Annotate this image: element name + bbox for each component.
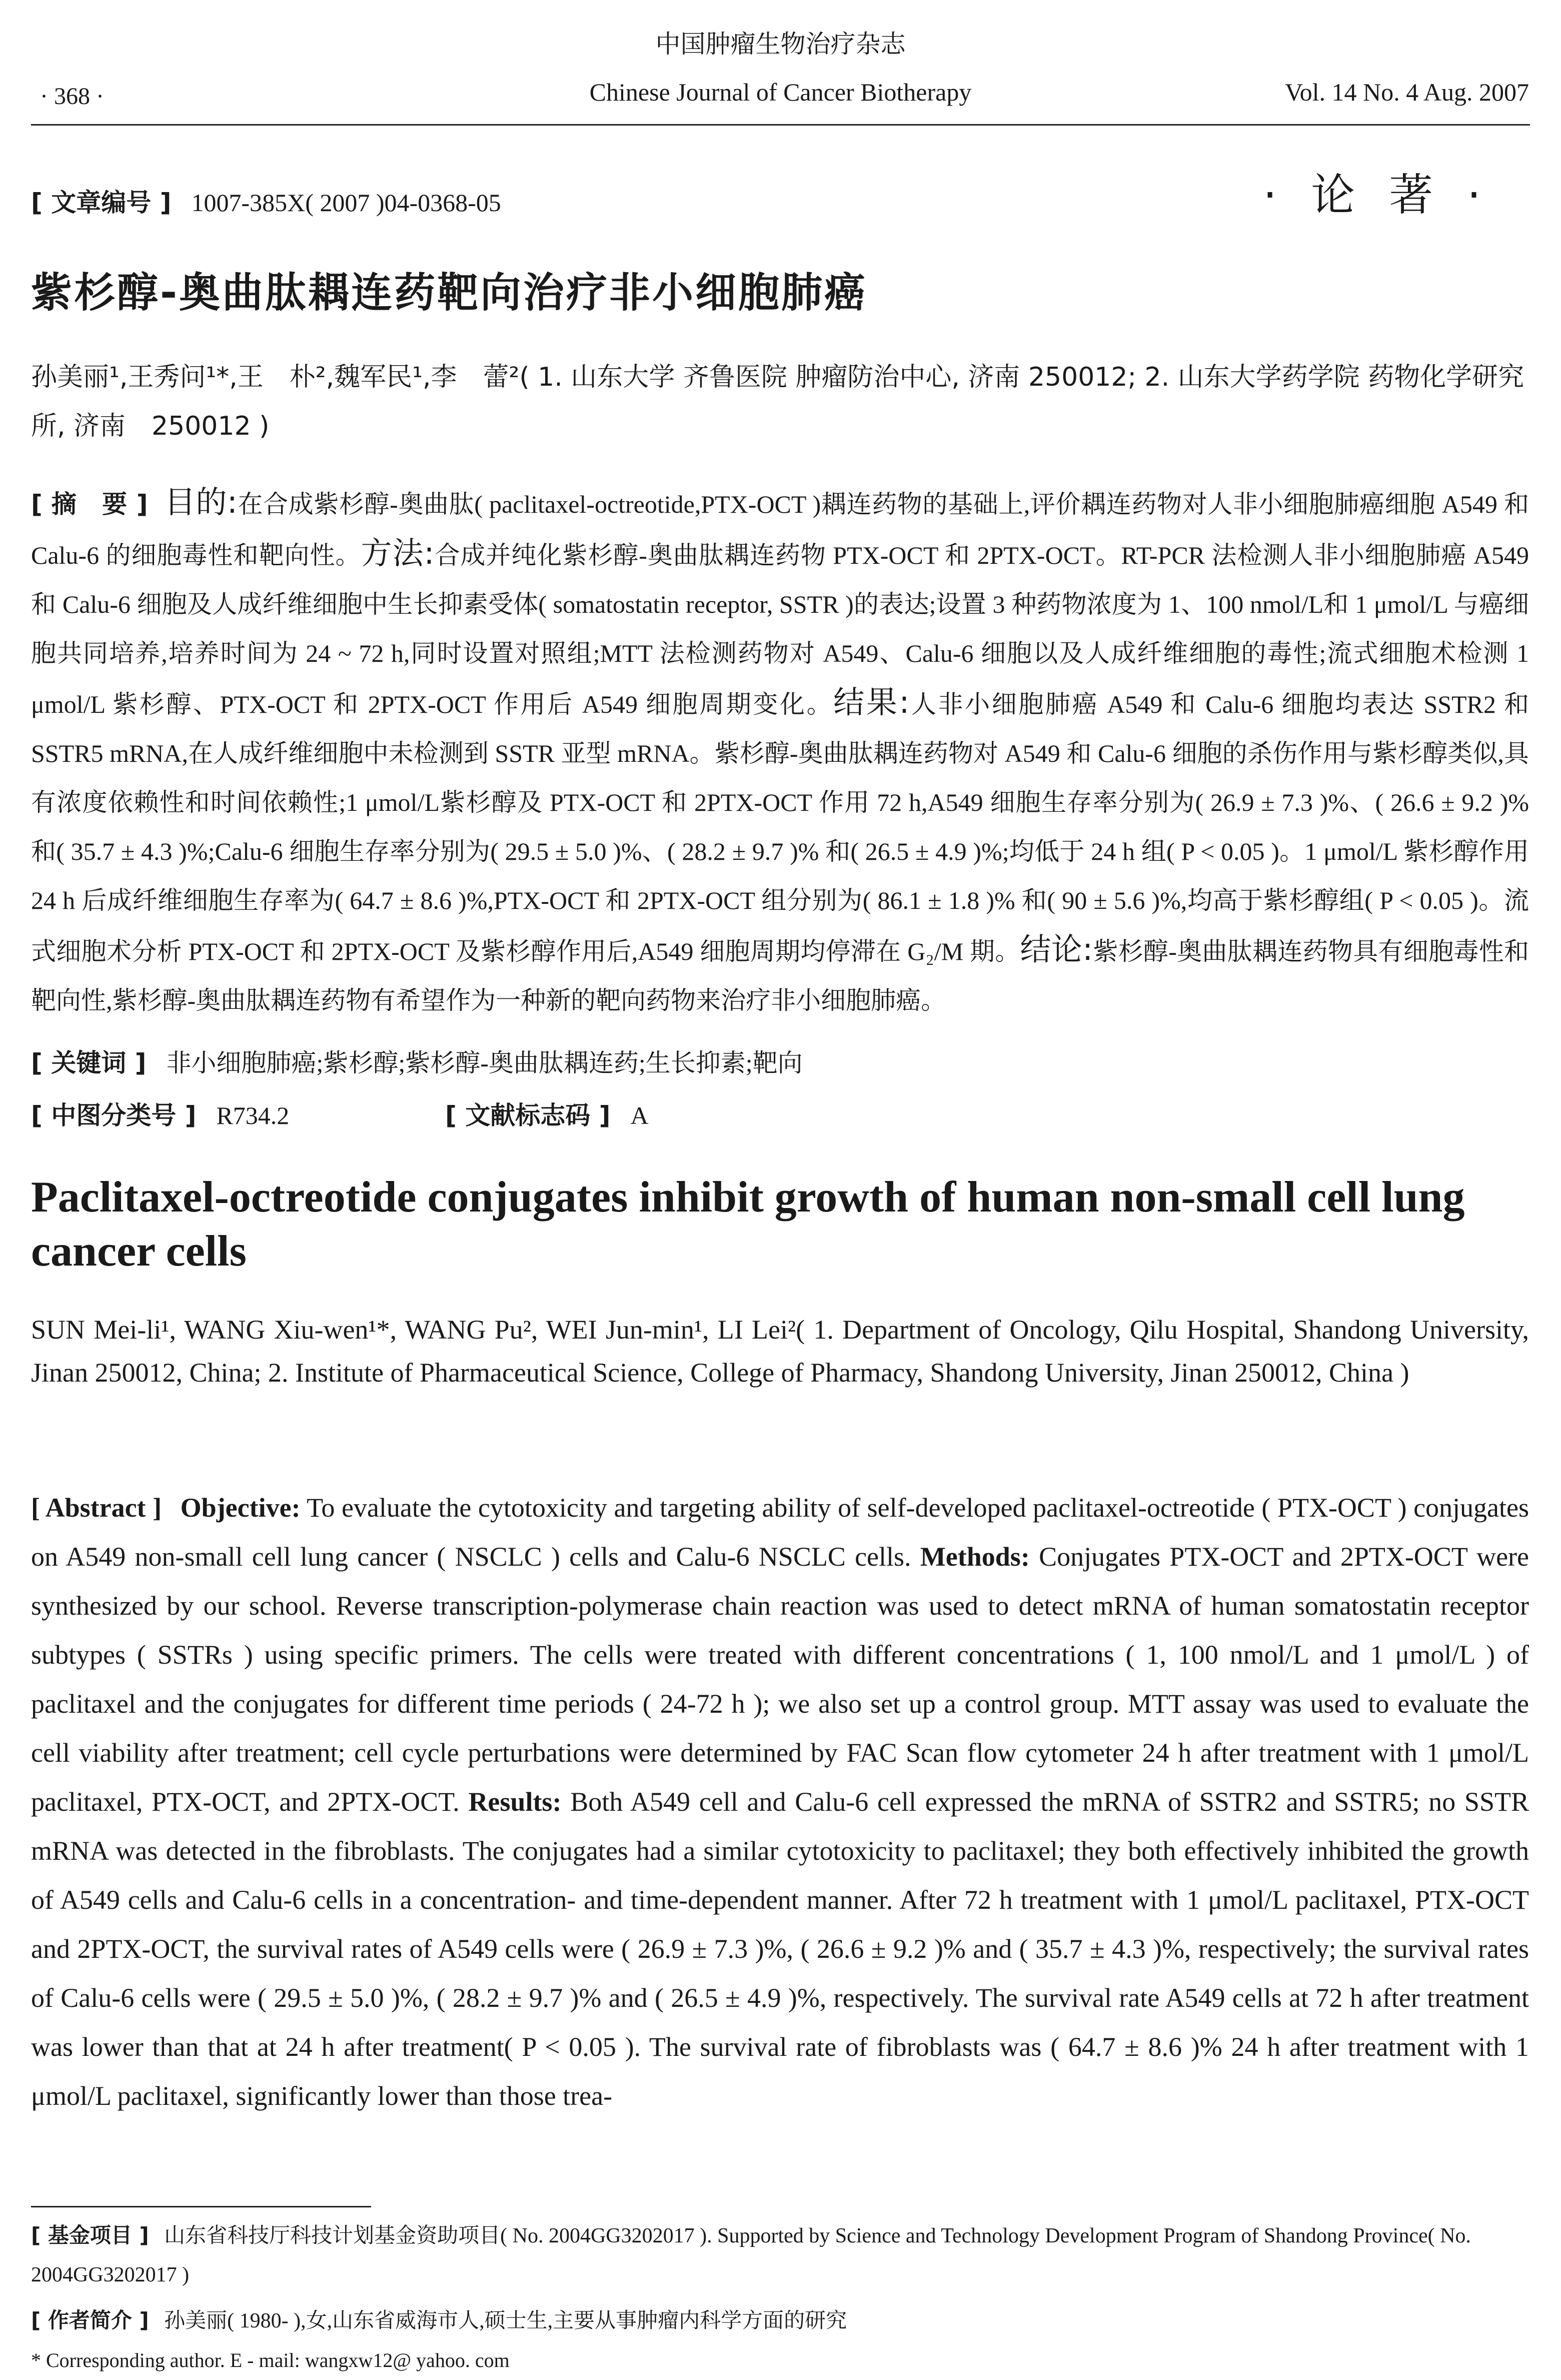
article-title-cn: 紫杉醇-奥曲肽耦连药靶向治疗非小细胞肺癌 [31,269,868,317]
header-rule [31,124,1530,126]
bio-label: [ 作者简介 ] [31,2308,149,2332]
bio-footnote [31,2301,1529,2340]
conclusion-cn-label: 结论: [1020,931,1093,967]
article-number-label: [ 文章编号 ] [31,188,172,217]
footnote-rule [31,2206,371,2207]
results-en: Both A549 cell and Calu-6 cell expressed the mRNA of SSTR2 and SSTR5; no SSTR mRNA was detected in the fibroblasts. The conjugates had a similar cytotoxicity to paclitaxel; they both effectively inhibited the growth of A549 cells and Calu-6 cells in a concentration- and time-dependent manner. After 72 h treatment with 1 μmol/L paclitaxel, PTX-OCT and 2PTX-OCT, the survival rates of A549 cells were ( 26.9 ± 7.3 )%, ( 26.6 ± 9.2 )% and ( 35.7 ± 4.3 )%, respectively; the survival rates of Calu-6 cells were ( 29.5 ± 5.0 )%, ( 28.2 ± 9.7 )% and ( 26.5 ± 4.9 )%, respectively. The survival rate A549 cells at 72 h after treatment was lower than that at 24 h after treatment( P < 0.05 ). The survival rate of fibroblasts was ( 64.7 ± 8.6 )% 24 h after treatment with 1 μmol/L paclitaxel, significantly lower than those trea- [31,1787,1529,2111]
objective-cn: 在合成紫杉醇-奥曲肽( paclitaxel-octreotide,PTX-OCT )耦连药物的基础上,评价耦连药物对人非小细胞肺癌细胞 A549 和 Calu-6 的细胞毒性和靶向性。 [31,490,1529,569]
objective-cn-label: 目的: [164,484,238,520]
journal-title-en: Chinese Journal of Cancer Biotherapy [589,78,972,106]
clc-value: R734.2 [216,1101,290,1129]
authors-en: SUN Mei-li¹, WANG Xiu-wen¹*, WANG Pu², WEI Jun-min¹, LI Lei²( 1. Department of Oncology, Qilu Hospital, Shandong University, Jinan 250012, China; 2. Institute of Pharmaceutical Science, College of Pharmacy, Shandong University, Jinan 250012, China ) [31,1315,1529,1388]
bio-text: 孙美丽( 1980- ),女,山东省威海市人,硕士生,主要从事肿瘤内科学方面的研究 [164,2309,847,2332]
keywords-cn [31,1043,1529,1079]
authors-cn: 孙美丽¹,王秀问¹*,王 朴²,魏军民¹,李 蕾²( 1. 山东大学 齐鲁医院 肿瘤防治中心, 济南 250012; 2. 山东大学药学院 药物化学研究所, 济南 250012 ) [31,362,1524,441]
document-code [445,1095,649,1131]
keywords-label: [ 关键词 ] [31,1048,147,1077]
fund-label: [ 基金项目 ] [31,2223,149,2247]
article-title-en: Paclitaxel-octreotide conjugates inhibit growth of human non-small cell lung cancer cells [31,1173,1465,1276]
article-number-value: 1007-385X( 2007 )04-0368-05 [191,189,501,217]
abstract-en-label: [ Abstract ] [31,1493,162,1523]
results-cn-label: 结果: [833,684,910,720]
objective-en-label: Objective: [180,1493,301,1523]
fund-footnote [31,2216,1529,2294]
doc-code-value: A [630,1101,649,1129]
abstract-en [31,1483,1529,2120]
volume-info: Vol. 14 No. 4 Aug. 2007 [1284,78,1529,106]
article-number [31,183,501,219]
results-cn: 人非小细胞肺癌 A549 和 Calu-6 细胞均表达 SSTR2 和 SSTR5 mRNA,在人成纤维细胞中未检测到 SSTR 亚型 mRNA。紫杉醇-奥曲肽耦连药物对 A549 和 Calu-6 细胞的杀伤作用与紫杉醇类似,具有浓度依赖性和时间依赖性;1 μmol/L紫杉醇及 PTX-OCT 和 2PTX-OCT 作用 72 h,A549 细胞生存率分别为( 26.9 ± 7.3 )%、( 26.6 ± 9.2 )% 和( 35.7 ± 4.3 )%;Calu-6 细胞生存率分别为( 29.5 ± 5.0 )%、( 28.2 ± 9.7 )% 和( 26.5 ± 4.9 )%;均低于 24 h 组( P < 0.05 )。1 μmol/L 紫杉醇作用 24 h 后成纤维细胞生存率为( 64.7 ± 8.6 )%,PTX-OCT 和 2PTX-OCT 组分别为( 86.1 ± 1.8 )% 和( 90 ± 5.6 )%,均高于紫杉醇组( P < 0.05 )。流式细胞术分析 PTX-OCT 和 2PTX-OCT 及紫杉醇作用后,A549 细胞周期均停滞在 G₂/M 期。 [31,690,1529,965]
journal-title-cn: 中国肿瘤生物治疗杂志 [655,30,906,59]
objective-en: To evaluate the cytotoxicity and targeting ability of self-developed paclitaxel-octreotide ( PTX-OCT ) conjugates on A549 non-small cell lung cancer ( NSCLC ) cells and Calu-6 NSCLC cells. [31,1493,1529,1572]
methods-en: Conjugates PTX-OCT and 2PTX-OCT were synthesized by our school. Reverse transcription-polymerase chain reaction was used to detect mRNA of human somatostatin receptor subtypes ( SSTRs ) using specific primers. The cells were treated with different concentrations ( 1, 100 nmol/L and 1 μmol/L ) of paclitaxel and the conjugates for different time periods ( 24-72 h ); we also set up a control group. MTT assay was used to evaluate the cell viability after treatment; cell cycle perturbations were determined by FAC Scan flow cytometer 24 h after treatment with 1 μmol/L paclitaxel, PTX-OCT, and 2PTX-OCT. [31,1542,1529,1817]
conclusion-cn: 紫杉醇-奥曲肽耦连药物具有细胞毒性和靶向性,紫杉醇-奥曲肽耦连药物有希望作为一种新的靶向药物来治疗非小细胞肺癌。 [31,937,1529,1014]
keywords-text: 非小细胞肺癌;紫杉醇;紫杉醇-奥曲肽耦连药;生长抑素;靶向 [166,1049,803,1077]
doc-code-label: [ 文献标志码 ] [445,1101,611,1130]
corresponding-author: * Corresponding author. E - mail: wangxw12@ yahoo. com [31,2349,510,2371]
abstract-cn-label: [ 摘 要 ] [31,490,148,519]
methods-cn-label: 方法: [361,535,435,571]
fund-text: 山东省科技厅科技计划基金资助项目( No. 2004GG3202017 ). Supported by Science and Technology Development Program of Shandong Province( No. 2004GG3202017 ) [31,2224,1471,2286]
page-number: · 368 · [40,83,104,110]
clc-number [31,1095,289,1131]
clc-label: [ 中图分类号 ] [31,1101,197,1130]
abstract-cn [31,478,1529,1025]
results-en-label: Results: [468,1787,562,1817]
section-tag: · 论 著 · [1263,169,1491,221]
methods-en-label: Methods: [920,1542,1030,1572]
methods-cn: 合成并纯化紫杉醇-奥曲肽耦连药物 PTX-OCT 和 2PTX-OCT。RT-PCR 法检测人非小细胞肺癌 A549 和 Calu-6 细胞及人成纤维细胞中生长抑素受体( somatostatin receptor, SSTR )的表达;设置 3 种药物浓度为 1、100 nmol/L和 1 μmol/L 与癌细胞共同培养,培养时间为 24 ~ 72 h,同时设置对照组;MTT 法检测药物对 A549、Calu-6 细胞以及人成纤维细胞的毒性;流式细胞术检测 1 μmol/L 紫杉醇、PTX-OCT 和 2PTX-OCT 作用后 A549 细胞周期变化。 [31,541,1529,718]
